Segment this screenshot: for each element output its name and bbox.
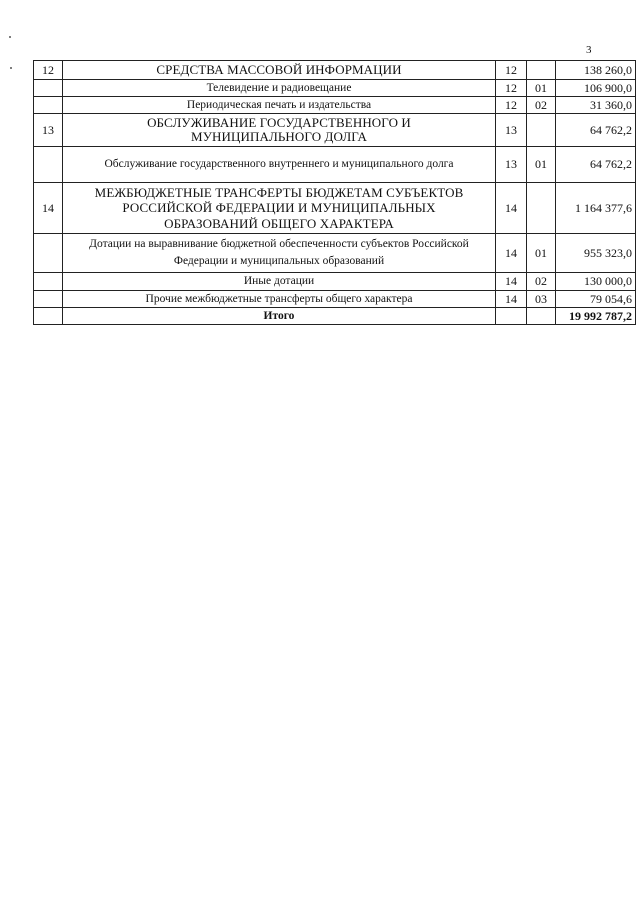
total-code-cell [34, 308, 63, 325]
row-code [34, 273, 63, 291]
row-name: Иные дотации [63, 273, 496, 291]
row-amount: 138 260,0 [556, 61, 636, 80]
row-code: 13 [34, 114, 63, 147]
table-row [34, 291, 636, 308]
row-code: 14 [34, 183, 63, 234]
table-row [34, 114, 636, 147]
table-row [34, 183, 636, 234]
row-name: Прочие межбюджетные трансферты общего характера [63, 291, 496, 308]
row-name: Обслуживание государственного внутреннего и муниципального долга [63, 147, 496, 183]
table-row [34, 97, 636, 114]
row-subsection: 03 [527, 291, 556, 308]
row-section: 13 [496, 114, 527, 147]
row-amount: 79 054,6 [556, 291, 636, 308]
row-section: 12 [496, 80, 527, 97]
row-subsection: 01 [527, 147, 556, 183]
row-name: ОБСЛУЖИВАНИЕ ГОСУДАРСТВЕННОГО И МУНИЦИПАЛЬНОГО ДОЛГА [63, 114, 496, 147]
row-subsection: 02 [527, 97, 556, 114]
table-row [34, 61, 636, 80]
row-amount: 64 762,2 [556, 114, 636, 147]
total-subsection-cell [527, 308, 556, 325]
row-section: 14 [496, 291, 527, 308]
row-code [34, 97, 63, 114]
total-section-cell [496, 308, 527, 325]
table-row [34, 234, 636, 273]
row-amount: 1 164 377,6 [556, 183, 636, 234]
total-amount: 19 992 787,2 [556, 308, 636, 325]
row-code [34, 147, 63, 183]
scan-speck [9, 36, 11, 38]
row-code: 12 [34, 61, 63, 80]
row-section: 12 [496, 97, 527, 114]
row-section: 12 [496, 61, 527, 80]
row-subsection [527, 114, 556, 147]
row-section: 14 [496, 183, 527, 234]
row-code [34, 291, 63, 308]
scan-speck [10, 67, 12, 69]
row-section: 13 [496, 147, 527, 183]
table-row [34, 273, 636, 291]
budget-table [33, 60, 636, 325]
row-amount: 106 900,0 [556, 80, 636, 97]
row-section: 14 [496, 273, 527, 291]
row-name: Дотации на выравнивание бюджетной обеспеченности субъектов Российской Федерации и муниципальных образований [63, 234, 496, 273]
row-name: Телевидение и радиовещание [63, 80, 496, 97]
row-code [34, 234, 63, 273]
total-row [34, 308, 636, 325]
table-row [34, 80, 636, 97]
row-subsection [527, 61, 556, 80]
table-row [34, 147, 636, 183]
row-code [34, 80, 63, 97]
row-subsection: 01 [527, 234, 556, 273]
row-amount: 64 762,2 [556, 147, 636, 183]
row-amount: 130 000,0 [556, 273, 636, 291]
row-subsection: 02 [527, 273, 556, 291]
row-name: СРЕДСТВА МАССОВОЙ ИНФОРМАЦИИ [63, 61, 496, 80]
total-label: Итого [63, 308, 496, 325]
page-number: 3 [586, 44, 592, 56]
row-amount: 955 323,0 [556, 234, 636, 273]
row-name: Периодическая печать и издательства [63, 97, 496, 114]
row-subsection [527, 183, 556, 234]
row-subsection: 01 [527, 80, 556, 97]
row-name: МЕЖБЮДЖЕТНЫЕ ТРАНСФЕРТЫ БЮДЖЕТАМ СУБЪЕКТОВ РОССИЙСКОЙ ФЕДЕРАЦИИ И МУНИЦИПАЛЬНЫХ ОБРАЗОВАНИЙ ОБЩЕГО ХАРАКТЕРА [63, 183, 496, 234]
row-section: 14 [496, 234, 527, 273]
row-amount: 31 360,0 [556, 97, 636, 114]
